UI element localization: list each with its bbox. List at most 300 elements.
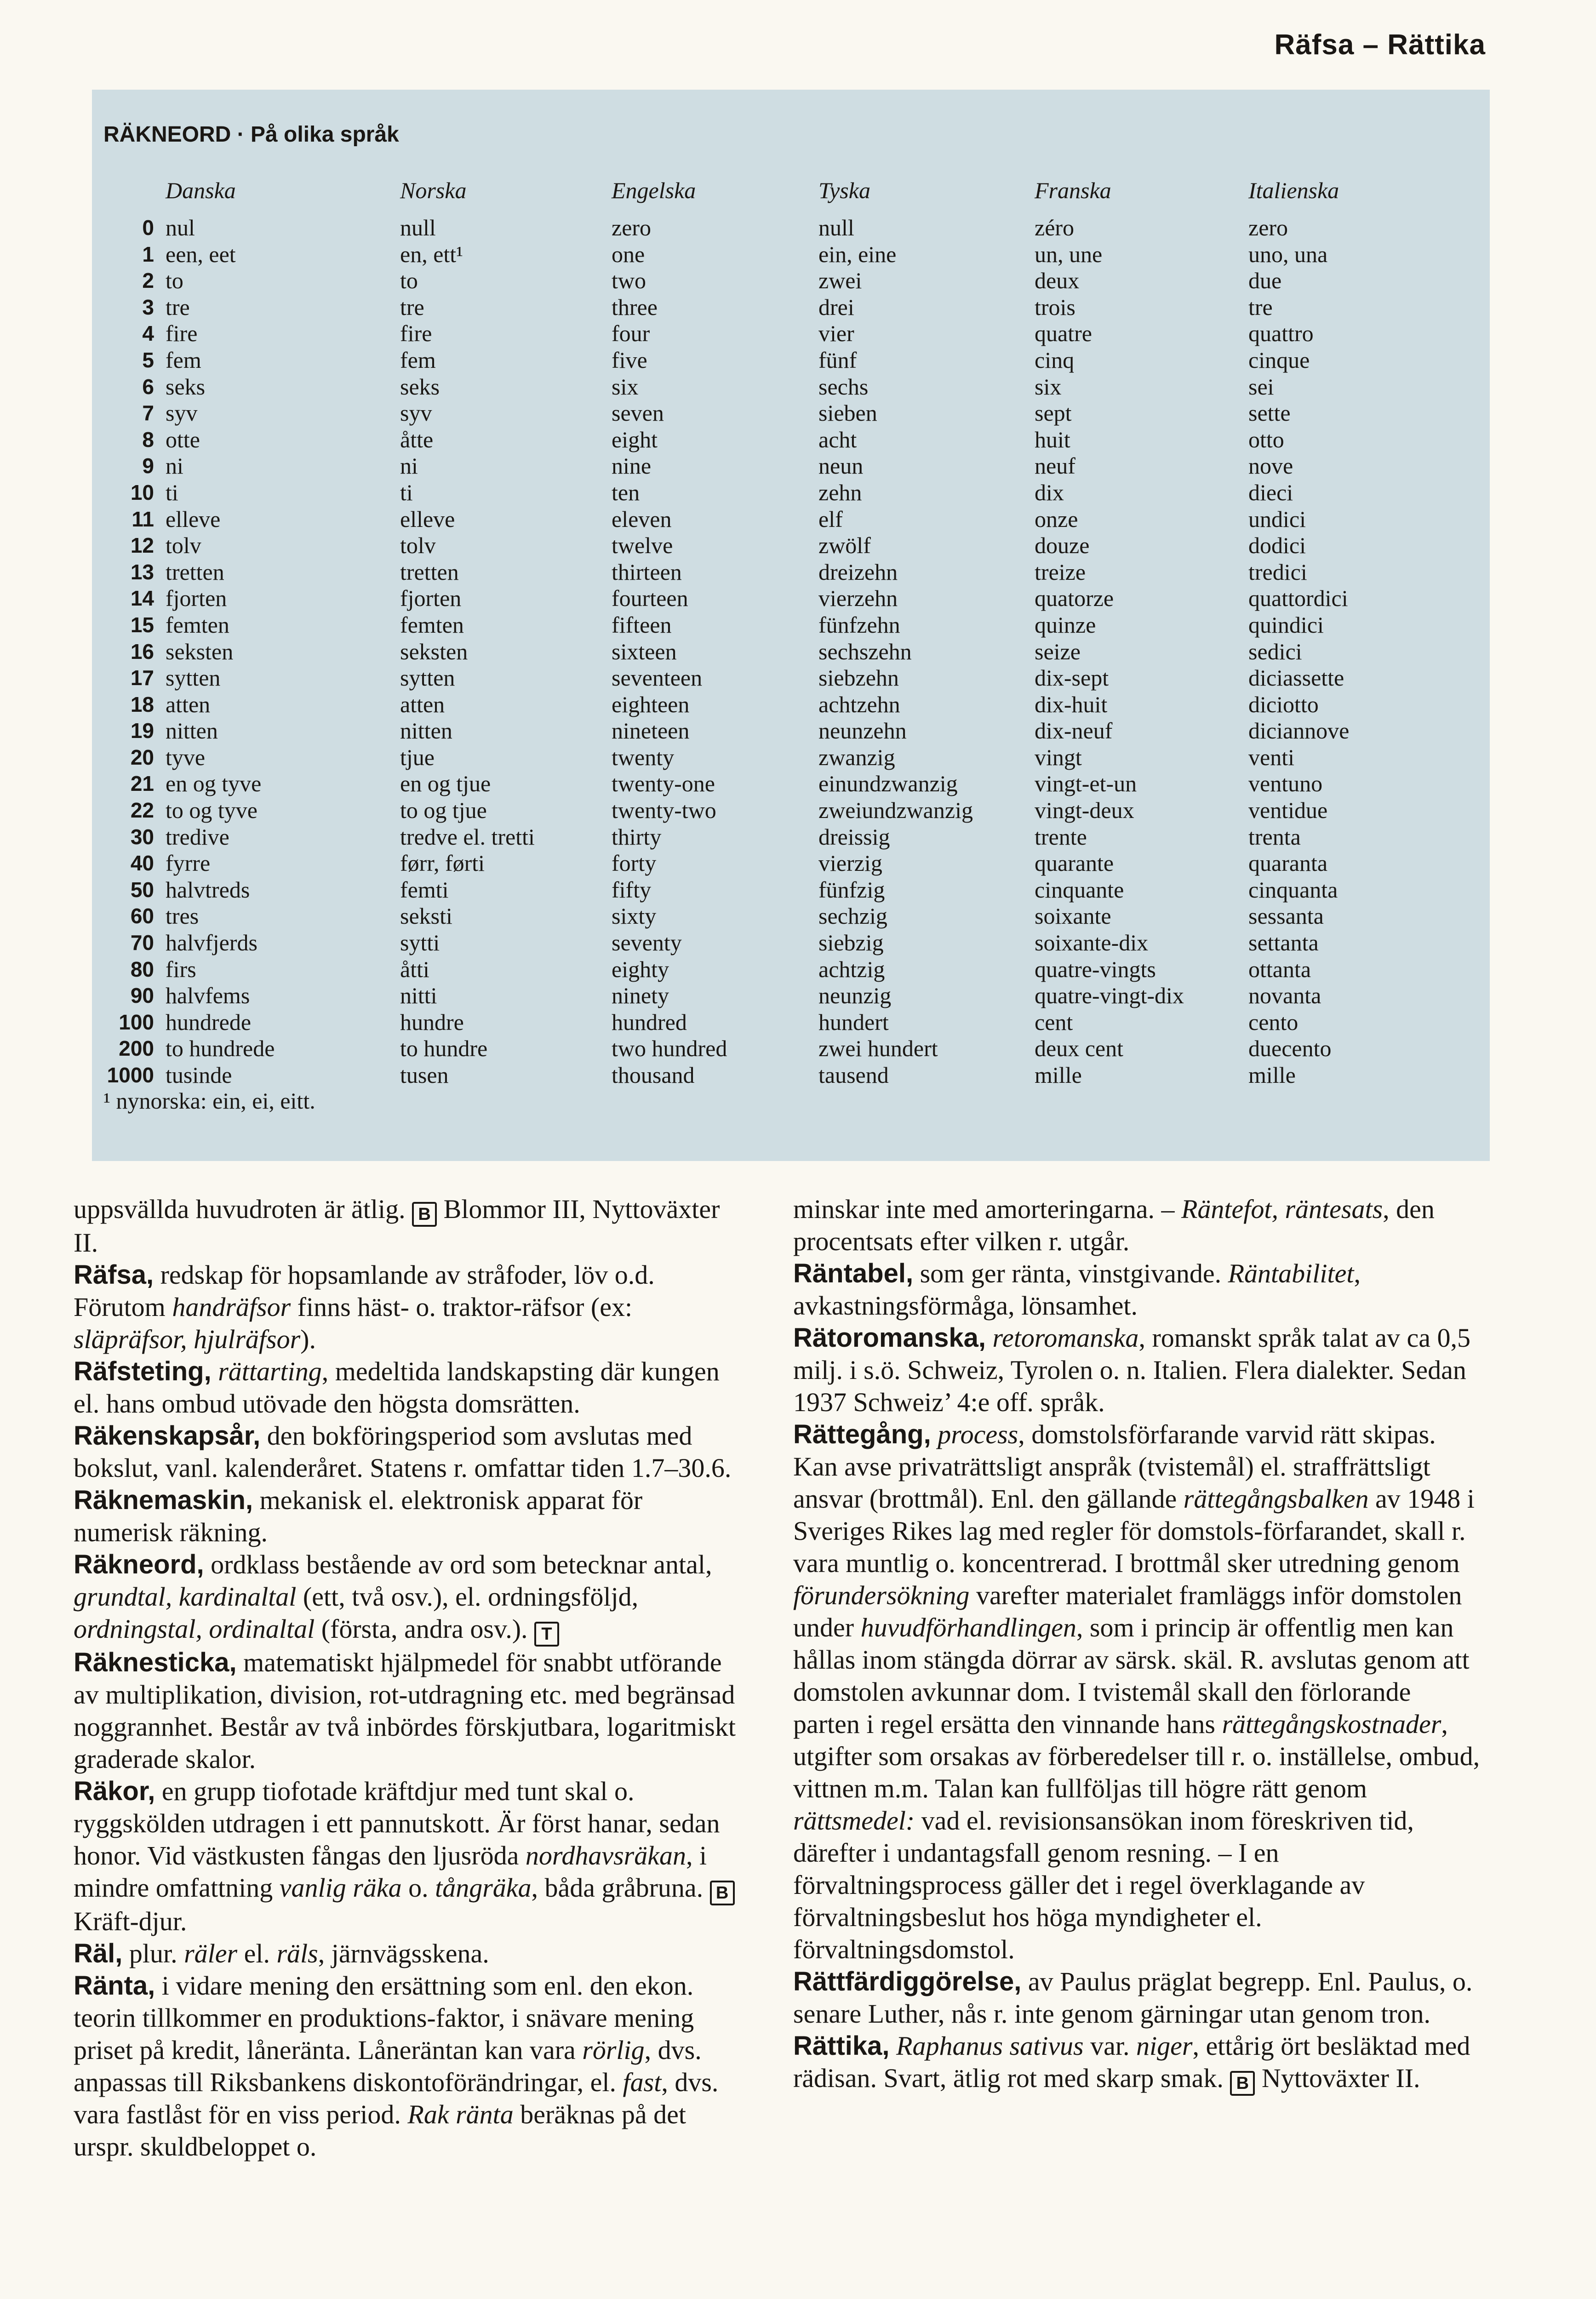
french-cell: deux — [1035, 268, 1080, 294]
table-row — [92, 956, 772, 983]
headword: Räkneord, — [74, 1550, 204, 1579]
norwegian-cell: to hundre — [400, 1035, 488, 1062]
table-row — [92, 744, 772, 771]
italian-cell: mille — [1248, 1062, 1296, 1088]
table-row — [818, 824, 1490, 851]
english-cell: eleven — [612, 506, 672, 532]
german-cell: sechs — [818, 373, 869, 400]
table-row — [818, 1062, 1490, 1089]
norwegian-cell: en og tjue — [400, 771, 491, 797]
italic-term: räls — [276, 1939, 318, 1968]
italian-cell: quaranta — [1248, 850, 1328, 876]
table-row — [818, 480, 1490, 506]
english-cell: eighty — [612, 956, 669, 982]
table-row — [818, 374, 1490, 400]
french-cell: trois — [1035, 294, 1075, 320]
entry-text — [931, 1419, 938, 1449]
entry-text: Kräft-djur. — [74, 1906, 187, 1936]
reference-box-icon: T — [534, 1622, 559, 1647]
german-cell: sechzig — [818, 903, 887, 929]
table-row — [92, 374, 772, 400]
italic-term: tångräka — [435, 1873, 532, 1903]
english-cell: twenty-two — [612, 797, 716, 824]
german-cell: hundert — [818, 1009, 889, 1035]
italic-term: fast — [623, 2067, 662, 2097]
german-cell: neunzehn — [818, 718, 907, 744]
danish-cell: en og tyve — [166, 771, 262, 797]
french-cell: dix-neuf — [1035, 718, 1113, 744]
german-cell: zwei hundert — [818, 1035, 938, 1062]
italian-cell: cinque — [1248, 347, 1310, 373]
english-cell: eight — [612, 426, 658, 452]
french-cell: dix — [1035, 479, 1064, 505]
numeral-cell: 12 — [130, 533, 154, 558]
table-row — [818, 983, 1490, 1009]
italian-cell: cinquanta — [1248, 876, 1338, 903]
table-row — [818, 506, 1490, 533]
numeral-cell: 1 — [142, 242, 154, 266]
table-row — [818, 320, 1490, 347]
lang-head-norska: Norska — [400, 177, 467, 203]
table-row — [818, 930, 1490, 956]
entry-paragraph — [74, 1420, 740, 1484]
norwegian-cell: null — [400, 215, 436, 240]
italian-cell: sedici — [1248, 638, 1302, 664]
french-cell: dix-sept — [1035, 665, 1109, 691]
german-cell: elf — [818, 506, 843, 532]
entry-paragraph — [74, 1355, 740, 1420]
numeral-cell: 14 — [130, 586, 154, 611]
table-row — [92, 453, 772, 480]
table-row — [92, 215, 772, 241]
italian-cell: dieci — [1248, 479, 1293, 505]
lang-head-tyska: Tyska — [818, 177, 870, 203]
entry-text: , i mindre omfattning — [74, 1841, 707, 1903]
english-cell: hundred — [612, 1009, 687, 1035]
danish-cell: een, eet — [166, 241, 236, 267]
table-row — [92, 983, 772, 1009]
table-row — [92, 532, 772, 559]
numeral-cell: 0 — [142, 216, 154, 240]
english-cell: twelve — [612, 532, 673, 559]
numeral-cell: 8 — [142, 427, 154, 452]
entry-text: finns häst- o. traktor-räfsor (ex: — [291, 1292, 633, 1322]
entry-text: i vidare mening den ersättning som enl. den ekon. teorin tillkommer en produktions-faktor, i snävare mening priset på kredit, låneränta. Låneräntan kan vara — [74, 1971, 694, 2065]
italian-cell: duecento — [1248, 1035, 1332, 1062]
numeral-cell: 13 — [130, 560, 154, 584]
entry-paragraph — [74, 1484, 740, 1549]
table-row — [818, 639, 1490, 665]
right-text-column — [793, 1193, 1483, 2096]
table-row — [818, 612, 1490, 639]
danish-cell: sytten — [166, 665, 221, 691]
reference-box-icon: B — [1230, 2071, 1255, 2096]
danish-cell: tredive — [166, 824, 229, 850]
danish-cell: to hundrede — [166, 1035, 275, 1062]
english-cell: twenty — [612, 744, 675, 770]
lang-head-danska: Danska — [166, 177, 236, 203]
numeral-cell: 5 — [142, 348, 154, 372]
table-row — [92, 877, 772, 904]
danish-cell: ti — [166, 479, 178, 505]
italic-term: process — [938, 1419, 1018, 1449]
entry-text: , järnvägsskena. — [318, 1939, 489, 1968]
headword: Räfsa, — [74, 1260, 154, 1290]
danish-cell: halvtreds — [166, 876, 250, 903]
table-row — [818, 692, 1490, 718]
italic-term: släpräfsor, hjulräfsor — [74, 1324, 301, 1354]
table-row — [92, 294, 772, 321]
headword: Rättegång, — [793, 1419, 931, 1449]
italian-cell: tredici — [1248, 559, 1307, 585]
numeral-cell: 6 — [142, 374, 154, 399]
italic-term: Raphanus sativus — [896, 2031, 1084, 2061]
italian-cell: diciannove — [1248, 718, 1350, 744]
english-cell: twenty-one — [612, 771, 715, 797]
french-cell: quatorze — [1035, 585, 1114, 612]
italian-cell: sei — [1248, 373, 1274, 400]
table-footnote: ¹ nynorska: ein, ei, eitt. — [103, 1088, 315, 1114]
entry-text: mekanisk el. elektronisk apparat för numerisk räkning. — [74, 1485, 643, 1547]
table-row — [818, 585, 1490, 612]
danish-cell: tres — [166, 903, 199, 929]
english-cell: zero — [612, 215, 652, 240]
table-row — [92, 639, 772, 665]
french-cell: quinze — [1035, 612, 1096, 638]
italian-cell: due — [1248, 268, 1282, 294]
table-row — [92, 559, 772, 586]
entry-text: en grupp tiofotade kräftdjur med tunt skal o. ryggskölden utdragen i ett pannutskott. Är först hanar, sedan honor. Vid västkusten fångas den ljusröda — [74, 1776, 720, 1870]
norwegian-cell: tre — [400, 294, 424, 320]
english-cell: ten — [612, 479, 640, 505]
italic-term: rättegångsbalken — [1183, 1484, 1369, 1514]
french-cell: sept — [1035, 400, 1072, 426]
english-cell: seven — [612, 400, 664, 426]
french-cell: treize — [1035, 559, 1086, 585]
french-cell: trente — [1035, 824, 1087, 850]
french-cell: douze — [1035, 532, 1090, 559]
entry-text: , båda gråbruna. — [531, 1873, 710, 1903]
norwegian-cell: åtte — [400, 426, 434, 452]
numeral-cell: 1000 — [107, 1063, 154, 1087]
german-cell: dreizehn — [818, 559, 898, 585]
french-cell: quatre-vingts — [1035, 956, 1156, 982]
table-row — [818, 347, 1490, 374]
german-cell: neun — [818, 453, 864, 479]
norwegian-cell: fjorten — [400, 585, 462, 612]
table-row — [92, 797, 772, 824]
italian-cell: quattordici — [1248, 585, 1348, 612]
danish-cell: otte — [166, 426, 200, 452]
numeral-cell: 90 — [130, 984, 154, 1008]
norwegian-cell: fem — [400, 347, 436, 373]
table-row — [818, 559, 1490, 586]
entry-paragraph — [74, 1549, 740, 1647]
german-cell: tausend — [818, 1062, 889, 1088]
table-row — [92, 771, 772, 797]
table-title: RÄKNEORD · På olika språk — [103, 122, 399, 147]
french-cell: deux cent — [1035, 1035, 1123, 1062]
table-row — [818, 215, 1490, 241]
headword: Ränta, — [74, 1971, 155, 2001]
french-cell: neuf — [1035, 453, 1075, 479]
table-row — [818, 453, 1490, 480]
entry-text: beräknas på det urspr. skuldbeloppet o. — [74, 2099, 686, 2162]
italic-term: rättarting — [218, 1356, 322, 1386]
english-cell: forty — [612, 850, 657, 876]
italian-cell: quindici — [1248, 612, 1324, 638]
german-cell: ein, eine — [818, 241, 897, 267]
danish-cell: fjorten — [166, 585, 227, 612]
table-row — [818, 532, 1490, 559]
danish-cell: tusinde — [166, 1062, 232, 1088]
numeral-cell: 17 — [130, 666, 154, 690]
entry-paragraph — [74, 1259, 740, 1355]
entry-text: minskar inte med amorteringarna. – — [793, 1194, 1181, 1224]
english-cell: thousand — [612, 1062, 695, 1088]
german-cell: einundzwanzig — [818, 771, 958, 797]
danish-cell: nitten — [166, 718, 218, 744]
entry-text: , domstolsförfarande varvid rätt skipas. Kan avse privaträttsligt anspråk (tvistemål) el. straffrättsligt ansvar (brottmål). Enl. den gällande — [793, 1419, 1436, 1514]
italic-term: räler — [184, 1939, 238, 1968]
french-cell: soixante-dix — [1035, 930, 1149, 956]
numeral-cell: 18 — [130, 692, 154, 716]
numeral-cell: 40 — [130, 851, 154, 875]
english-cell: two hundred — [612, 1035, 727, 1062]
italic-term: rörlig — [582, 2035, 645, 2065]
norwegian-cell: ni — [400, 453, 418, 479]
entry-paragraph — [793, 2030, 1483, 2096]
headword: Rätoromanska, — [793, 1323, 986, 1353]
norwegian-cell: fire — [400, 320, 432, 347]
italic-term: förundersökning — [793, 1580, 970, 1610]
norwegian-cell: to — [400, 268, 418, 294]
numeral-cell: 15 — [130, 612, 154, 637]
table-row — [818, 956, 1490, 983]
danish-cell: halvfjerds — [166, 930, 257, 956]
german-cell: fünf — [818, 347, 857, 373]
english-cell: seventeen — [612, 665, 703, 691]
headword: Räfsteting, — [74, 1356, 212, 1386]
entry-text: , ettårig ört besläktad med rädisan. Svart, ätlig rot med skarp smak. — [793, 2031, 1470, 2093]
german-cell: neunzig — [818, 983, 892, 1009]
norwegian-cell: femten — [400, 612, 464, 638]
danish-cell: fem — [166, 347, 201, 373]
norwegian-cell: sytten — [400, 665, 455, 691]
german-cell: null — [818, 215, 854, 240]
headword: Räkor, — [74, 1776, 155, 1806]
entry-text: (första, andra osv.). — [315, 1614, 535, 1644]
danish-cell: ni — [166, 453, 183, 479]
norwegian-cell: åtti — [400, 956, 429, 982]
numeral-cell: 16 — [130, 639, 154, 663]
italian-cell: otto — [1248, 426, 1284, 452]
table-row — [92, 718, 772, 744]
french-cell: soixante — [1035, 903, 1111, 929]
italian-cell: nove — [1248, 453, 1293, 479]
table-row — [818, 903, 1490, 930]
danish-cell: tre — [166, 294, 190, 320]
italic-term: niger — [1136, 2031, 1193, 2061]
french-cell: cinquante — [1035, 876, 1124, 903]
norwegian-cell: tusen — [400, 1062, 449, 1088]
entry-text: Nyttoväxter II. — [1255, 2063, 1420, 2093]
norwegian-cell: tjue — [400, 744, 435, 770]
norwegian-cell: nitten — [400, 718, 452, 744]
danish-cell: fire — [166, 320, 198, 347]
italian-cell: dodici — [1248, 532, 1306, 559]
italian-cell: uno, una — [1248, 241, 1328, 267]
entry-paragraph — [793, 1322, 1483, 1418]
entry-text: plur. — [122, 1939, 184, 1968]
french-cell: cinq — [1035, 347, 1075, 373]
numerals-table-box — [92, 90, 1490, 1161]
english-cell: fifty — [612, 876, 652, 903]
french-cell: six — [1035, 373, 1062, 400]
entry-text: matematiskt hjälpmedel för snabbt utförande av multiplikation, division, rot-utdragning etc. med begränsad noggrannhet. Består av två inbördes förskjutbara, logaritmiskt graderade skalor. — [74, 1647, 736, 1774]
french-cell: un, une — [1035, 241, 1103, 267]
table-rows-right — [818, 215, 1490, 1089]
headword: Rättfärdiggörelse, — [793, 1967, 1022, 1996]
italian-cell: settanta — [1248, 930, 1319, 956]
german-cell: zwanzig — [818, 744, 895, 770]
entry-text: , utgifter som orsakas av förberedelser till r. o. inställelse, ombud, vittnen m.m. Talan kan fullföljas till högre rätt genom — [793, 1709, 1480, 1803]
entry-text — [890, 2031, 897, 2061]
english-cell: fifteen — [612, 612, 672, 638]
headword: Räknesticka, — [74, 1647, 237, 1677]
german-cell: acht — [818, 426, 857, 452]
table-row — [92, 400, 772, 427]
entry-paragraph — [74, 1647, 740, 1775]
danish-cell: atten — [166, 691, 211, 717]
entry-text — [212, 1356, 218, 1386]
norwegian-cell: ti — [400, 479, 413, 505]
french-cell: dix-huit — [1035, 691, 1108, 717]
english-cell: nineteen — [612, 718, 690, 744]
lang-head-italienska: Italienska — [1248, 177, 1339, 203]
italian-cell: diciotto — [1248, 691, 1319, 717]
italic-term: huvudförhandlingen — [860, 1613, 1076, 1642]
italic-term: rättsmedel: — [793, 1806, 915, 1836]
danish-cell: tolv — [166, 532, 201, 559]
german-cell: siebzig — [818, 930, 884, 956]
headword: Räntabel, — [793, 1258, 914, 1288]
numeral-cell: 50 — [130, 877, 154, 902]
numeral-cell: 2 — [142, 269, 154, 293]
table-row — [92, 612, 772, 639]
entry-paragraph — [74, 1775, 740, 1938]
norwegian-cell: førr, førti — [400, 850, 485, 876]
entry-text: av 1948 i Sveriges Rikes lag med regler för domstols-förfarandet, skall r. vara muntlig o. koncentrerad. I brottmål sker utredning genom — [793, 1484, 1475, 1578]
danish-cell: halvfems — [166, 983, 250, 1009]
entry-paragraph — [793, 1258, 1483, 1322]
german-cell: vierzehn — [818, 585, 898, 612]
german-cell: zehn — [818, 479, 862, 505]
french-cell: mille — [1035, 1062, 1082, 1088]
german-cell: vierzig — [818, 850, 882, 876]
table-row — [818, 1009, 1490, 1036]
danish-cell: to — [166, 268, 183, 294]
table-row — [818, 718, 1490, 744]
table-row — [818, 400, 1490, 427]
english-cell: sixteen — [612, 638, 677, 664]
italian-cell: ottanta — [1248, 956, 1311, 982]
danish-cell: tyve — [166, 744, 206, 770]
danish-cell: syv — [166, 400, 198, 426]
english-cell: five — [612, 347, 647, 373]
numeral-cell: 200 — [119, 1036, 154, 1061]
german-cell: siebzehn — [818, 665, 899, 691]
german-cell: drei — [818, 294, 854, 320]
table-row — [92, 665, 772, 692]
table-row — [818, 771, 1490, 797]
numeral-cell: 30 — [130, 824, 154, 849]
table-row — [92, 480, 772, 506]
french-cell: quatre-vingt-dix — [1035, 983, 1184, 1009]
headword: Rättika, — [793, 2031, 890, 2061]
entry-text: , romanskt språk talat av ca 0,5 milj. i s.ö. Schweiz, Tyrolen o. n. Italien. Flera dialekter. Sedan 1937 Schweiz’ 4:e off. språk. — [793, 1323, 1470, 1417]
french-cell: vingt-et-un — [1035, 771, 1137, 797]
french-cell: onze — [1035, 506, 1078, 532]
entry-paragraph — [74, 1938, 740, 1970]
german-cell: achtzehn — [818, 691, 900, 717]
norwegian-cell: tredve el. tretti — [400, 824, 535, 850]
norwegian-cell: nitti — [400, 983, 437, 1009]
english-cell: one — [612, 241, 645, 267]
entry-text: (ett, två osv.), el. ordningsföljd, — [296, 1582, 639, 1612]
french-cell: cent — [1035, 1009, 1073, 1035]
german-cell: zweiundzwanzig — [818, 797, 973, 824]
french-cell: vingt-deux — [1035, 797, 1134, 824]
lang-head-engelska: Engelska — [612, 177, 696, 203]
italian-cell: diciassette — [1248, 665, 1344, 691]
italian-cell: sessanta — [1248, 903, 1324, 929]
italic-term: grundtal, kardinaltal — [74, 1582, 297, 1612]
italian-cell: sette — [1248, 400, 1291, 426]
entry-text: vad el. revisionsansökan inom föreskriven tid, därefter i undantagsfall genom resning. – I en förvaltningsprocess gäller det i regel överklagande av förvaltningsbeslut hos höga myndigheter el. förvaltningsdomstol. — [793, 1806, 1414, 1964]
numeral-cell: 4 — [142, 321, 154, 346]
norwegian-cell: femti — [400, 876, 449, 903]
english-cell: six — [612, 373, 639, 400]
entry-text: ). — [300, 1324, 316, 1354]
table-row — [818, 294, 1490, 321]
english-cell: seventy — [612, 930, 682, 956]
table-row — [818, 1035, 1490, 1062]
entry-paragraph — [793, 1966, 1483, 2030]
lang-head-franska: Franska — [1035, 177, 1111, 203]
entry-text: var. — [1083, 2031, 1136, 2061]
numeral-cell: 3 — [142, 295, 154, 319]
norwegian-cell: seks — [400, 373, 440, 400]
entry-text: , avkastningsförmåga, lönsamhet. — [793, 1258, 1361, 1321]
french-cell: vingt — [1035, 744, 1082, 770]
entry-text: varefter materialet framläggs inför domstolen under — [793, 1580, 1462, 1642]
numeral-cell: 100 — [119, 1010, 154, 1034]
german-cell: fünfzig — [818, 876, 885, 903]
table-row — [92, 1009, 772, 1036]
norwegian-cell: tolv — [400, 532, 436, 559]
english-cell: three — [612, 294, 658, 320]
entry-text: , medeltida landskapsting där kungen el. hans ombud utövade den högsta domsrätten. — [74, 1356, 720, 1418]
entry-paragraph — [793, 1418, 1483, 1966]
italian-cell: quattro — [1248, 320, 1314, 347]
table-row — [818, 268, 1490, 294]
running-head: Räfsa – Rättika — [1274, 29, 1486, 61]
italian-cell: novanta — [1248, 983, 1321, 1009]
table-row — [818, 797, 1490, 824]
italian-cell: cento — [1248, 1009, 1299, 1035]
numeral-cell: 10 — [130, 480, 154, 504]
